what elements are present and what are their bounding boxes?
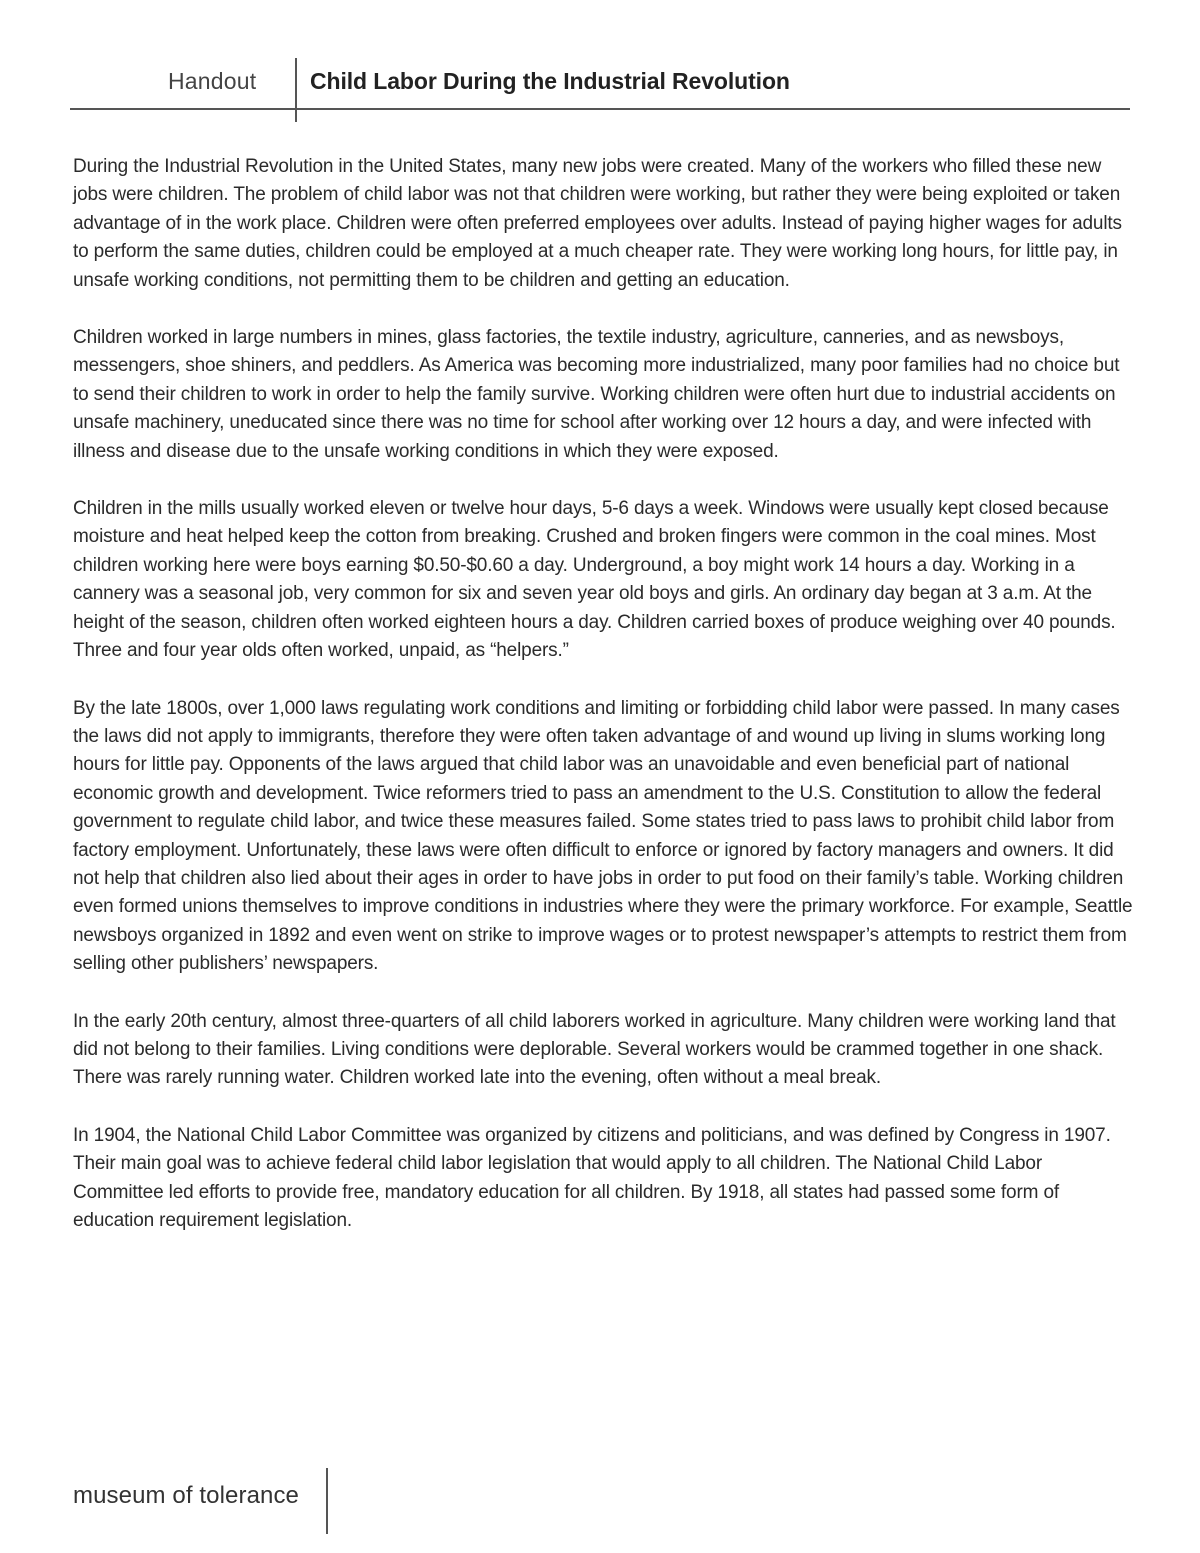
header-vertical-divider: [295, 58, 297, 122]
paragraph-mills: Children in the mills usually worked eleven or twelve hour days, 5-6 days a week. Windows were usually kept closed because moisture and heat helped keep the cotton from breaking. Crushed and broken fingers were common in the coal mines. Most children working here were boys earning $0.50-$0.60 a day. Underground, a boy might work 14 hours a day. Working in a cannery was a seasonal job, very common for six and seven year old boys and girls. An ordinary day began at 3 a.m. At the height of the season, children often worked eighteen hours a day. Children carried boxes of produce weighing over 40 pounds. Three and four year olds often worked, unpaid, as “helpers.”: [73, 498, 1116, 662]
document-body: [73, 153, 1135, 1264]
footer-brand: museum of tolerance: [73, 1482, 300, 1509]
paragraph-agriculture: In the early 20th century, almost three-quarters of all child laborers worked in agriculture. Many children were working land that did not belong to their families. Living conditions were deplorable. Several workers would be crammed together in one shack. There was rarely running water. Children worked late into the evening, often without a meal break.: [73, 1010, 1116, 1089]
handout-label: Handout: [168, 68, 257, 94]
document-title: Child Labor During the Industrial Revolution: [310, 68, 790, 94]
footer-vertical-divider: [326, 1468, 328, 1534]
header-horizontal-rule: [70, 108, 1130, 110]
page-header: [0, 0, 1200, 130]
paragraph-industries: Children worked in large numbers in mines, glass factories, the textile industry, agriculture, canneries, and as newsboys, messengers, shoe shiners, and peddlers. As America was becoming more industrialized, many poor families had no choice but to send their children to work in order to help the family survive. Working children were often hurt due to industrial accidents on unsafe machinery, uneducated since there was no time for school after working over 12 hours a day, and were infected with illness and disease due to the unsafe working conditions in which they were exposed.: [73, 327, 1120, 462]
paragraph-committee: In 1904, the National Child Labor Committee was organized by citizens and politicians, and was defined by Congress in 1907. Their main goal was to achieve federal child labor legislation that would apply to all children. The National Child Labor Committee led efforts to provide free, mandatory education for all children. By 1918, all states had passed some form of education requirement legislation.: [73, 1124, 1111, 1231]
paragraph-laws: By the late 1800s, over 1,000 laws regulating work conditions and limiting or forbidding child labor were passed. In many cases the laws did not apply to immigrants, therefore they were often taken advantage of and wound up living in slums working long hours for little pay. Opponents of the laws argued that child labor was an unavoidable and even beneficial part of national economic growth and development. Twice reformers tried to pass an amendment to the U.S. Constitution to allow the federal government to regulate child labor, and twice these measures failed. Some states tried to pass laws to prohibit child labor from factory employment. Unfortunately, these laws were often difficult to enforce or ignored by factory managers and owners. It did not help that children also lied about their ages in order to have jobs in order to put food on their family’s table. Working children even formed unions themselves to improve conditions in industries where they were the primary workforce. For example, Seattle newsboys organized in 1892 and even went on strike to improve wages or to protest newspaper’s attempts to restrict them from selling other publishers’ newspapers.: [73, 697, 1133, 975]
paragraph-intro: During the Industrial Revolution in the United States, many new jobs were created. Many of the workers who filled these new jobs were children. The problem of child labor was not that children were working, but rather they were being exploited or taken advantage of in the work place. Children were often preferred employees over adults. Instead of paying higher wages for adults to perform the same duties, children could be employed at a much cheaper rate. They were working long hours, for little pay, in unsafe working conditions, not permitting them to be children and getting an education.: [73, 156, 1122, 291]
